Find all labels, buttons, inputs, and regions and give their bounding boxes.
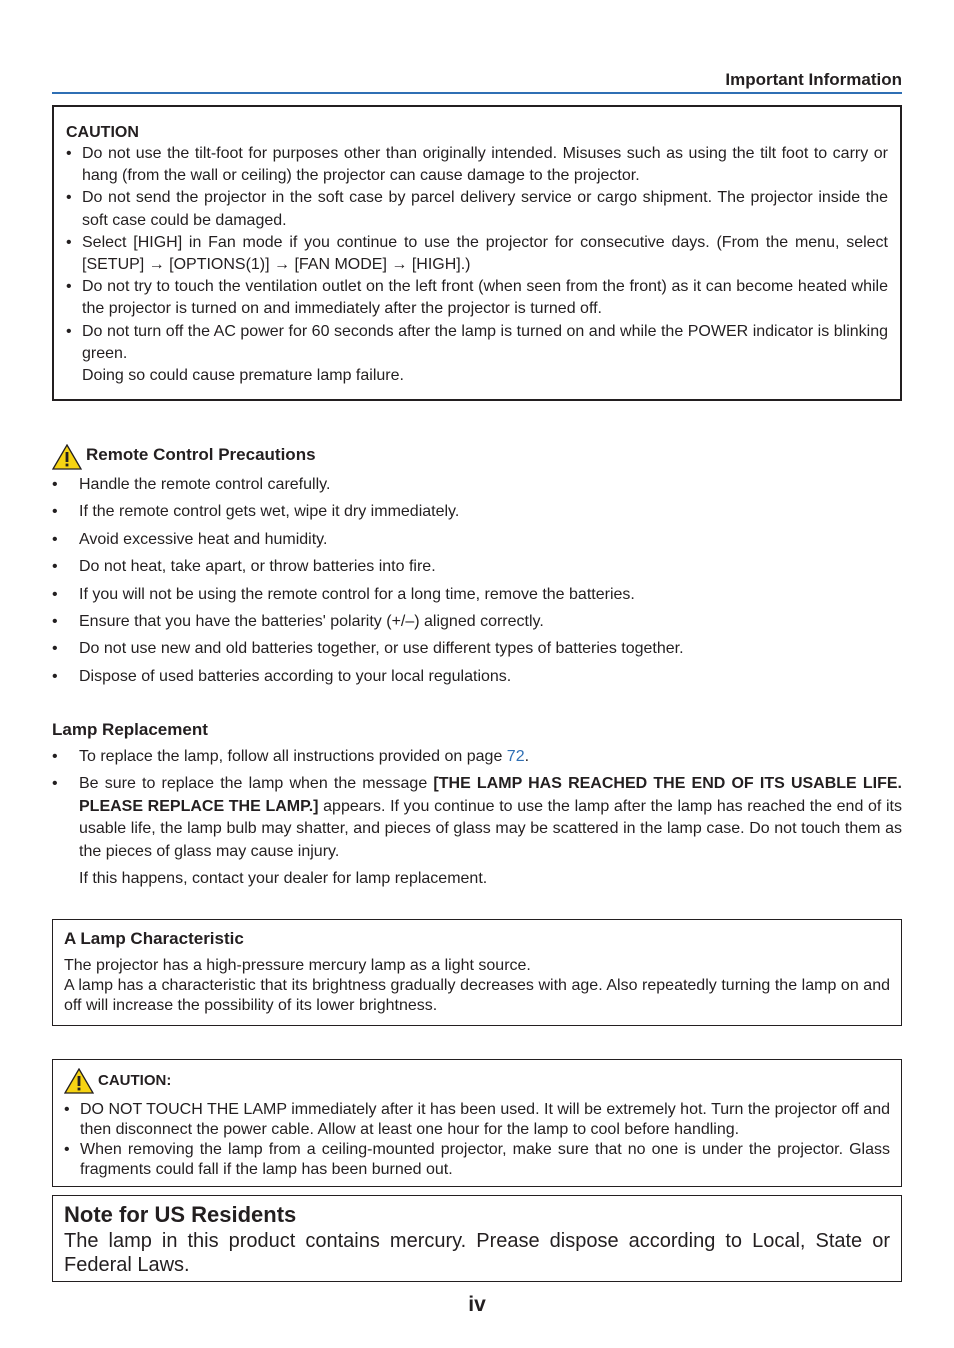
caution-item: • DO NOT TOUCH THE LAMP immediately after it has been used. It will be extremely hot. Turn the projector off and then disconnect the power cable. Allow at least one hour for the lamp to cool before handling. bbox=[64, 1100, 890, 1140]
warning-triangle-icon bbox=[64, 1068, 94, 1094]
header-title: Important Information bbox=[725, 70, 902, 89]
list-item bbox=[52, 746, 902, 768]
lamp-list bbox=[52, 746, 902, 868]
caution-list bbox=[66, 143, 888, 365]
remote-list bbox=[52, 474, 902, 693]
us-note-body: The lamp in this product contains mercury. Prease dispose according to Local, State or Federal Laws. bbox=[64, 1230, 890, 1276]
lamp-message: [THE LAMP HAS REACHED THE END OF ITS USABLE LIFE. PLEASE REPLACE THE LAMP.] bbox=[79, 775, 902, 815]
caution-item: • Do not send the projector in the soft case by parcel delivery service or cargo shipment. The projector inside the soft case could be damaged. bbox=[66, 187, 888, 231]
caution-followup: Doing so could cause premature lamp failure. bbox=[82, 367, 404, 385]
list-item: • If you will not be using the remote control for a long time, remove the batteries. bbox=[52, 584, 902, 606]
remote-title: Remote Control Precautions bbox=[86, 445, 316, 464]
list-item bbox=[52, 773, 902, 863]
page-number: iv bbox=[468, 1293, 486, 1316]
us-residents-box bbox=[52, 1195, 902, 1282]
lamp-followup: If this happens, contact your dealer for lamp replacement. bbox=[79, 870, 488, 887]
caution2-list bbox=[64, 1100, 890, 1180]
lamp-characteristic-box bbox=[52, 919, 902, 1026]
caution-lamp-box bbox=[52, 1059, 902, 1187]
caution-item: • Select [HIGH] in Fan mode if you continue to use the projector for consecutive days. (From the menu, select [SETUP] → [OPTIONS(1)] → [FAN MODE] → [HIGH].) bbox=[66, 232, 888, 276]
caution-item: • Do not use the tilt-foot for purposes other than originally intended. Misuses such as using the tilt foot to carry or hang (from the wall or ceiling) the projector can cause damage to the projector. bbox=[66, 143, 888, 187]
lamp-item2-post: appears. If you continue to use the lamp after the lamp has reached the end of its usable life, the lamp bulb may shatter, and pieces of glass may be scattered in the lamp case. Do not touch them as the pieces of glass may cause injury. bbox=[79, 797, 902, 860]
lamp-item1-end: . bbox=[524, 748, 530, 765]
page-link[interactable]: 72 bbox=[506, 748, 525, 765]
lamp-item1-text: To replace the lamp, follow all instructions provided on page bbox=[79, 748, 507, 765]
lamp-char-line1: The projector has a high-pressure mercury lamp as a light source. bbox=[64, 957, 531, 974]
caution2-title: CAUTION: bbox=[98, 1072, 172, 1089]
caution-title: CAUTION bbox=[66, 124, 139, 141]
caution2-heading bbox=[64, 1068, 890, 1096]
list-item: • Dispose of used batteries according to your local regulations. bbox=[52, 666, 902, 688]
caution-item: • When removing the lamp from a ceiling-mounted projector, make sure that no one is under the projector. Glass fragments could fall if the lamp has been burned out. bbox=[64, 1140, 890, 1180]
list-item: • Ensure that you have the batteries' polarity (+/–) aligned correctly. bbox=[52, 611, 902, 633]
caution-item: • Do not try to touch the ventilation outlet on the left front (when seen from the front) as it can become heated while the projector is turned on and immediately after the projector is turned off. bbox=[66, 276, 888, 320]
list-item: • Do not heat, take apart, or throw batteries into fire. bbox=[52, 556, 902, 578]
caution-item: • Do not turn off the AC power for 60 seconds after the lamp is turned on and while the POWER indicator is blinking green. bbox=[66, 321, 888, 365]
warning-triangle-icon bbox=[52, 444, 82, 470]
list-item: • Do not use new and old batteries together, or use different types of batteries together. bbox=[52, 638, 902, 660]
list-item: • Handle the remote control carefully. bbox=[52, 474, 902, 496]
lamp-char-title: A Lamp Characteristic bbox=[64, 929, 244, 948]
caution-box bbox=[52, 105, 902, 401]
list-item: • If the remote control gets wet, wipe it dry immediately. bbox=[52, 501, 902, 523]
us-note-title: Note for US Residents bbox=[64, 1202, 297, 1227]
lamp-char-line2: A lamp has a characteristic that its brightness gradually decreases with age. Also repeatedly turning the lamp on and off will increase the possibility of its lower brightness. bbox=[64, 977, 890, 1014]
lamp-title: Lamp Replacement bbox=[52, 720, 208, 739]
lamp-item2-pre: Be sure to replace the lamp when the message bbox=[79, 775, 434, 793]
list-item: • Avoid excessive heat and humidity. bbox=[52, 529, 902, 551]
page-header bbox=[52, 70, 902, 94]
